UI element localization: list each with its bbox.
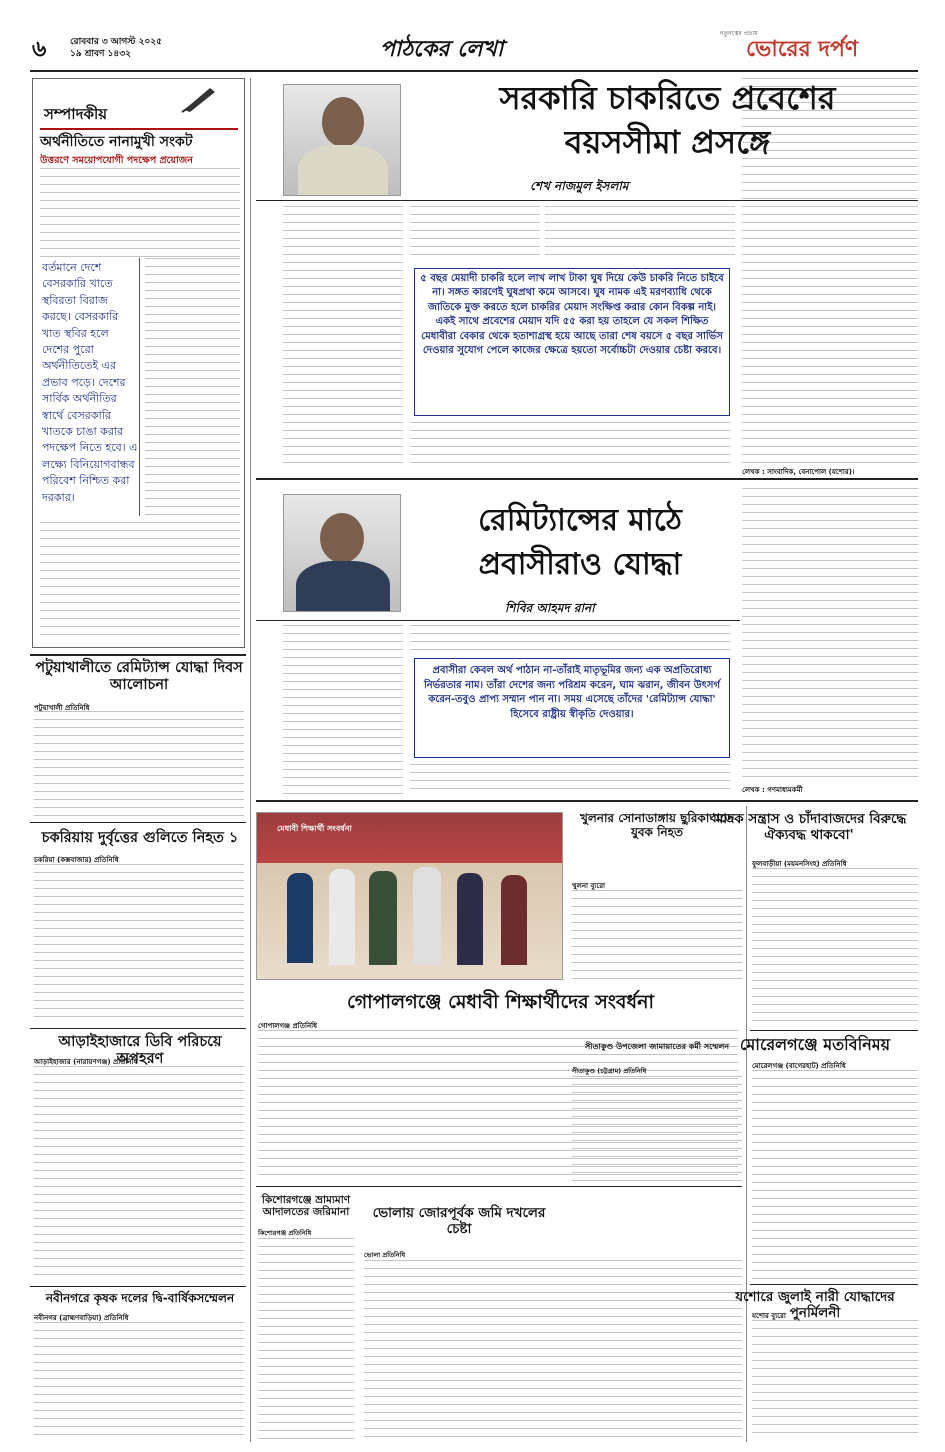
nabinagar-body xyxy=(34,1322,244,1440)
left-news-rule-3 xyxy=(30,1028,246,1029)
gopalganj-bottom-rule xyxy=(256,1186,742,1187)
khulna-body xyxy=(572,890,742,986)
gopalganj-title: গোপালগঞ্জে মেধাবী শিক্ষার্থীদের সংবর্ধনা xyxy=(346,991,655,1013)
article2-body-col3 xyxy=(742,488,918,778)
article1-body-col3 xyxy=(545,206,735,262)
article2-title-line1: রেমিট্যান্সের মাঠে xyxy=(478,503,682,538)
date-gregorian: রোববার ৩ আগস্ট ২০২৫ xyxy=(70,37,163,47)
sitakunda-byline: সীতাকুণ্ড (চট্টগ্রাম) প্রতিনিধি xyxy=(572,1067,647,1075)
event-photo xyxy=(256,812,563,980)
brand-name: ভোরের দর্পণ xyxy=(746,37,859,62)
chakaria-byline: চকরিয়া (কক্সবাজার) প্রতিনিধি xyxy=(34,856,119,864)
araihazar-body xyxy=(34,1066,244,1282)
article2-title-line2: প্রবাসীরাও যোদ্ধা xyxy=(478,547,682,582)
bhola-byline: ভোলা প্রতিনিধি xyxy=(364,1251,406,1259)
article2-body-col2b xyxy=(410,764,730,796)
article2-bottom-rule xyxy=(256,800,918,802)
nabinagar-title: নবীনগরে কৃষক দলের দ্বি-বার্ষিকসম্মেলন xyxy=(45,1291,235,1305)
article2-author: শিবির আহমদ রানা xyxy=(505,601,595,615)
mayor-title: 'মাদক সন্ত্রাস ও চাঁদাবাজদের বিরুদ্ধে ঐক্যবদ্ধ থাকবো' xyxy=(711,811,907,843)
editorial-heading: সম্পাদকীয় xyxy=(44,105,108,123)
masthead-rule xyxy=(30,70,918,72)
left-column-divider xyxy=(250,78,251,1442)
photo-banner: মেধাবী শিক্ষার্থী সংবর্ধনা xyxy=(277,824,352,833)
right-news-rule-2 xyxy=(750,1284,918,1285)
patuakhali-body xyxy=(34,711,244,819)
article1-bottom-rule xyxy=(256,478,918,480)
article1-quote: ৫ বছর মেয়াদী চাকরি হলে লাখ লাখ টাকা ঘুষ দিয়ে কেউ চাকরি নিতে চাইবে না। সঙ্গত কারণেই ঘুষপ্রথা কমে আসবে। ঘুষ নামক এই মরণব্যাধি থেকে জাতিকে মুক্ত করতে হলে চাকরির মেয়াদ সংক্ষিপ্ত করার কোন বিকল্প নাই। একই সাথে প্রবেশের মেয়াদ যদি ৫৫ করা হয় তাহলে যে সকল শিক্ষিত মেধাবীরা বেকার থেকে হতাশাগ্রস্থ হয়ে আছে তারা শেষ বয়সে ৫ বছর সার্ভিস দেওয়ার সুযোগ পেলে কাজের ক্ষেত্রে হয়তো সর্বোচ্চটা দেওয়ার চেষ্টা করবে। xyxy=(420,273,724,357)
patuakhali-title: পটুয়াখালীতে রেমিট্যান্স যোদ্ধা দিবস আলোচনা xyxy=(35,660,243,693)
chakaria-body xyxy=(34,864,244,1024)
article1-body-col1 xyxy=(283,206,403,468)
sitakunda-body xyxy=(572,1076,742,1184)
left-news-rule-1 xyxy=(30,654,246,656)
khulna-byline: খুলনা ব্যুরো xyxy=(572,882,606,890)
jessore-title: যশোরে জুলাই নারী যোদ্ধাদের পুনর্মিলনী xyxy=(735,1289,895,1321)
article2-writer: লেখক : গণমাধ্যমকর্মী xyxy=(742,786,803,794)
mayor-body xyxy=(752,868,918,1028)
pen-icon xyxy=(180,84,220,114)
sitakunda-title: সীতাকুণ্ড উপজেলা জামায়াতের কর্মী সম্মেলন xyxy=(584,1042,730,1051)
article1-title-line1: সরকারি চাকরিতে প্রবেশের xyxy=(499,79,836,117)
gopalganj-byline: গোপালগঞ্জ প্রতিনিধি xyxy=(258,1022,318,1030)
bhola-title: ভোলায় জোরপূর্বক জমি দখলের চেষ্টা xyxy=(372,1205,546,1237)
editorial-subtitle: উত্তরণে সময়োপযোগী পদক্ষেপ প্রয়োজন xyxy=(40,155,193,166)
patuakhali-byline: পটুয়াখালী প্রতিনিধি xyxy=(34,704,90,712)
article2-header-rule xyxy=(256,620,740,621)
page-number: ৬ xyxy=(32,37,47,62)
brand-logo xyxy=(720,28,915,68)
article1-author: শেখ নাজমুল ইসলাম xyxy=(530,179,629,193)
morelganj-byline: মোরেলগঞ্জ (বাগেরহাট) প্রতিনিধি xyxy=(752,1062,846,1070)
article2-quote: প্রবাসীরা কেবল অর্থ পাঠান না-তাঁরাই মাতৃভূমির জন্য এক অপ্রতিরোধ্য নির্ভরতার নাম। তাঁরা দেশের জন্য পরিশ্রম করেন, ঘাম ঝরান, জীবন উৎসর্গ করেন-তবুও প্রাপ্য সম্মান পান না। সময় এসেছে তাঁদের 'রেমিট্যান্স যোদ্ধা' হিসেবে রাষ্ট্রীয় স্বীকৃতি দেওয়ার। xyxy=(423,665,721,720)
bhola-body xyxy=(364,1260,742,1440)
author-photo-1 xyxy=(283,84,401,196)
article1-writer: লেখক : সাংবাদিক, বেনাপোল (যশোর)। xyxy=(742,468,855,476)
article1-body-col4 xyxy=(742,78,918,463)
author-photo-2 xyxy=(283,494,401,612)
kishorganj-body xyxy=(258,1238,354,1440)
article2-body-col2 xyxy=(410,625,730,653)
khulna-title: খুলনার সোনাডাঙ্গায় ছুরিকাঘাতে যুবক নিহত xyxy=(579,811,735,839)
editorial-body-bottom xyxy=(40,522,240,642)
kishorganj-title: কিশোরগঞ্জে ভ্রাম্যমাণ আদালতের জরিমানা xyxy=(261,1194,351,1219)
left-news-rule-4 xyxy=(30,1286,246,1287)
article2-body-col1 xyxy=(283,625,403,797)
date-bengali: ১৯ শ্রাবণ ১৪৩২ xyxy=(70,49,131,59)
editorial-body-top xyxy=(40,168,240,258)
date-line xyxy=(70,36,162,60)
editorial-title: অর্থনীতিতে নানামুখী সংকট xyxy=(40,134,193,150)
araihazar-byline: আড়াইহাজার (নারায়ণগঞ্জ) প্রতিনিধি xyxy=(34,1058,138,1066)
editorial-body-right xyxy=(145,258,240,518)
morelganj-body xyxy=(752,1070,918,1280)
mayor-byline: ফুলবাড়ীয়া (ময়মনসিংহ) প্রতিনিধি xyxy=(752,860,847,868)
brand-tagline: নতুনত্বের প্রত্যয় xyxy=(720,30,758,37)
jessore-body xyxy=(752,1320,918,1440)
araihazar-title: আড়াইহাজারে ডিবি পরিচয়ে অপহরণ xyxy=(58,1034,222,1067)
article1-body-col2 xyxy=(410,206,540,262)
jessore-byline: যশোর ব্যুরো xyxy=(752,1312,786,1320)
right-column-divider xyxy=(746,806,747,1442)
chakaria-title: চকরিয়ায় দুর্বৃত্তের গুলিতে নিহত ১ xyxy=(41,830,239,846)
section-title: পাঠকের লেখা xyxy=(380,36,504,62)
kishorganj-byline: কিশোরগঞ্জ প্রতিনিধি xyxy=(258,1229,312,1237)
morelganj-title: মোরেলগঞ্জে মতবিনিময় xyxy=(739,1035,891,1054)
article1-title-line2: বয়সসীমা প্রসঙ্গে xyxy=(564,123,771,161)
article1-body-col2b xyxy=(410,422,730,468)
editorial-rule xyxy=(40,128,238,130)
editorial-pull-quote: বর্তমানে দেশে বেসরকারি খাতে স্থবিরতা বিরাজ করছে। বেসরকারি খাত স্থবির হলে দেশের পুরো অর্থনীতিতেই এর প্রভাব পড়ে। দেশের সার্বিক অর্থনীতির স্বার্থে বেসরকারি খাতকে চাঙা করার পদক্ষেপ নিতে হবে। এ লক্ষ্যে বিনিয়োগবান্ধব পরিবেশ নিশ্চিত করা দরকার। xyxy=(42,261,138,504)
left-news-rule-2 xyxy=(30,822,246,823)
nabinagar-byline: নবীনগর (ব্রাহ্মণবাড়িয়া) প্রতিনিধি xyxy=(34,1314,129,1322)
right-news-rule-1 xyxy=(750,1030,918,1031)
